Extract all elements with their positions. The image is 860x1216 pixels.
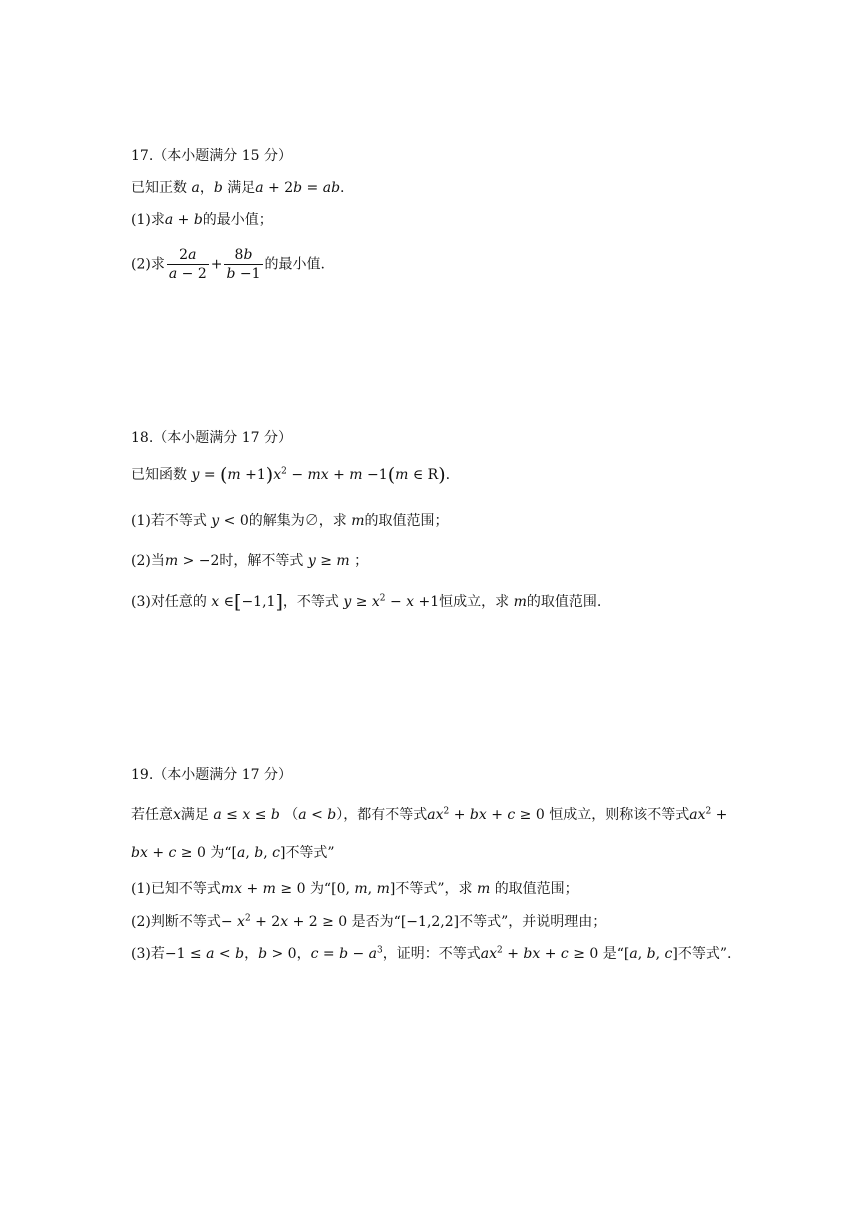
q19-part3-mid: ，证明：不等式: [382, 946, 481, 962]
q19-part3-ineq: $ax^2$ + bx + c ≥ 0: [480, 945, 599, 962]
q17-part1-expr: a + b: [164, 212, 203, 228]
q19-math-x: x: [173, 807, 181, 823]
q19-part2-suffix: 不等式”，并说明理由；: [459, 914, 607, 930]
q17-part1-prefix: (1)求: [131, 212, 165, 228]
q17-fraction-1: $\frac{2a}{a - 2}$: [168, 247, 207, 282]
q17-header: 17.（本小题满分 15 分）: [131, 148, 292, 164]
q18-part3-suffix: 的取值范围.: [526, 594, 602, 610]
q19-part2-prefix: (2)判断不等式: [131, 914, 221, 930]
q18-part3-ineq: $y \ge x^2 - x +1$: [343, 593, 440, 610]
q17-part2: (2)求 $\frac{2a}{a - 2}$ + $\frac{8b}{b -1}$ 的最小值.: [131, 247, 325, 282]
q18-part1-ineq: y < 0: [211, 513, 249, 529]
q19-part1-m: m: [476, 881, 491, 897]
q17-fraction-2: $\frac{8b}{b -1}$: [226, 247, 261, 282]
q19-part1-mid: 为“: [309, 881, 332, 897]
q18-part2: (2)当m > −2时，解不等式 y ≥ m ；: [131, 553, 369, 569]
q19-cond: a < b: [298, 807, 337, 823]
q19-ineq-2a: $ax^2$ +: [689, 806, 728, 823]
q18-part3-mid: ，不等式: [282, 594, 339, 610]
q18-intro: 已知函数 $y = (m +1)x^2$ − mx + m −1(m ∈ R).: [131, 464, 451, 486]
q19-range: a ≤ x ≤ b: [213, 807, 280, 823]
q19-intro-b: 满足: [180, 807, 209, 823]
q17-math-b: b: [213, 180, 223, 196]
q19-part3-prefix: (3)若: [131, 946, 165, 962]
q18-part1-prefix: (1)若不等式: [131, 513, 207, 529]
q19-intro-line1: 若任意x满足 a ≤ x ≤ b （a < b），都有不等式$ax^2$ + bx + c ≥ 0 恒成立，则称该不等式$ax^2$ +: [131, 806, 728, 823]
q19-part3: (3)若−1 ≤ a < b，b > 0，$c = b - a^3$，证明：不等式$ax^2$ + bx + c ≥ 0 是“[a, b, c]不等式”.: [131, 945, 732, 962]
q18-part2-mid: 时，解不等式: [219, 553, 304, 569]
q18-part2-cond: m > −2: [164, 553, 220, 569]
q18-part3: [131, 592, 601, 612]
q18-part2-ineq: y ≥ m: [307, 553, 350, 569]
q19-header: 19.（本小题满分 17 分）: [131, 767, 292, 783]
q17-part1: [131, 210, 273, 230]
q17-part2-prefix: (2)求: [131, 256, 165, 273]
q17-intro-text-a: 已知正数: [131, 180, 187, 196]
q18-part2-prefix: (2)当: [131, 553, 165, 569]
q19-intro-line2: [131, 843, 335, 863]
q18-part1-mid: 的解集为∅，求: [248, 513, 347, 529]
q18-header: 18.（本小题满分 17 分）: [131, 430, 292, 446]
q19-part1-label: [0, m, m]: [331, 881, 396, 897]
q18-function: $y = (m +1)x^2$ − mx + m −1(m ∈ R): [191, 464, 446, 486]
q19-part1: [131, 879, 579, 899]
q19-intro-f: 不等式”: [285, 845, 335, 861]
q19-part3-cond3: $c = b - a^3$: [310, 945, 383, 962]
q18-part3-prefix: (3)对任意的: [131, 594, 207, 610]
q18-part3-domain: x ∈[−1,1]: [211, 591, 283, 613]
q19-part1-ineq: mx + m ≥ 0: [220, 881, 306, 897]
q18-part1-suffix: 的取值范围；: [364, 513, 449, 529]
q19-part1-prefix: (1)已知不等式: [131, 881, 221, 897]
q19-intro-c: ，都有不等式: [343, 807, 428, 823]
q18-part3-mid2: 恒成立，求: [439, 594, 510, 610]
q19-intro-a: 若任意: [131, 807, 173, 823]
q17-condition: a + 2b = ab: [255, 180, 341, 196]
q18-intro-text: 已知函数: [131, 467, 187, 483]
q19-part2: [131, 912, 606, 932]
q19-part2-mid: 是否为“: [351, 914, 401, 930]
q19-ineq-2b: bx + c ≥ 0: [131, 845, 206, 861]
q19-part1-suffix: 的取值范围；: [494, 881, 579, 897]
q17-intro: 已知正数 a，b 满足a + 2b = ab.: [131, 180, 345, 196]
q19-part3-mid2: 是“: [602, 946, 624, 962]
q19-part3-cond2: b > 0: [258, 946, 297, 962]
q19-intro-e: 为“: [210, 845, 232, 861]
q19-part1-mid2: 不等式”，求: [395, 881, 473, 897]
q19-label: [a, b, c]: [231, 845, 286, 861]
q18-part1: [131, 511, 448, 531]
q19-ineq-1: $ax^2$ + bx + c ≥ 0: [427, 806, 545, 823]
q19-part2-ineq: − $x^2 + 2x + 2 \ge 0$: [220, 913, 348, 930]
q17-part2-suffix: 的最小值.: [264, 256, 325, 273]
q17-math-ab: a: [191, 180, 200, 196]
q19-intro-d: 恒成立，则称该不等式: [549, 807, 690, 823]
q19-part2-label: [−1,2,2]: [400, 914, 460, 930]
q19-part3-suffix: 不等式”.: [677, 946, 732, 962]
q17-intro-text-b: 满足: [227, 180, 256, 196]
q19-part3-label: [a, b, c]: [623, 946, 678, 962]
q17-part1-suffix: 的最小值；: [202, 212, 273, 228]
q19-part3-cond1: −1 ≤ a < b: [164, 946, 245, 962]
q18-part3-m: m: [513, 594, 527, 610]
q18-part1-m: m: [351, 513, 365, 529]
